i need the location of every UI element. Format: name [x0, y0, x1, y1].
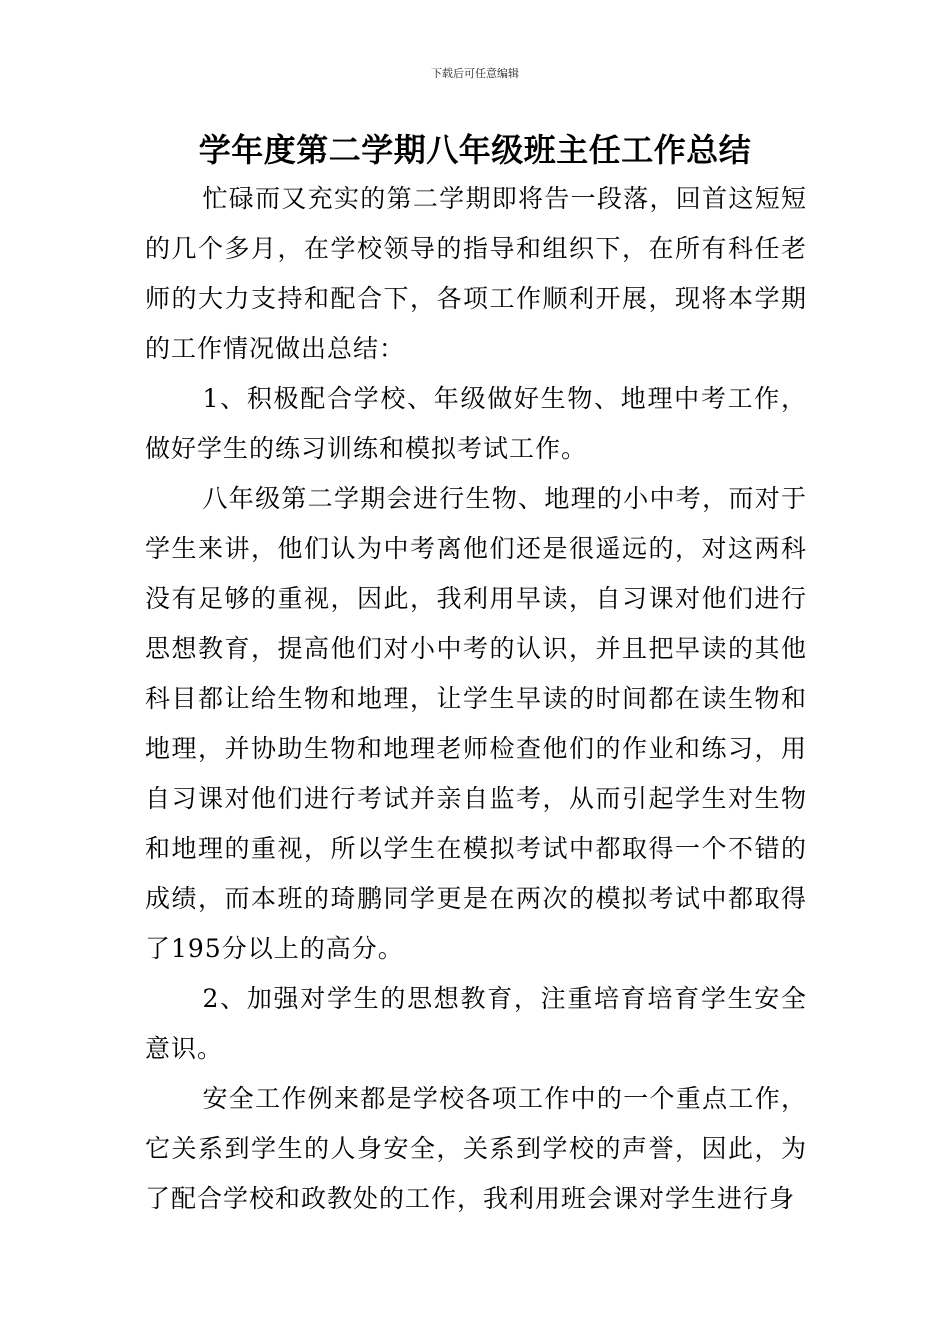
document-title: 学年度第二学期八年级班主任工作总结	[198, 131, 752, 169]
paragraph-intro: 忙碌而又充实的第二学期即将告一段落，回首这短短的几个多月，在学校领导的指导和组织下，在所有科任老师的大力支持和配合下，各项工作顺利开展，现将本学期的工作情况做出总结：	[145, 184, 807, 363]
document-body	[145, 174, 807, 1224]
header-note: 下载后可任意编辑	[431, 67, 519, 80]
paragraph-section-1-body: 八年级第二学期会进行生物、地理的小中考，而对于学生来讲，他们认为中考离他们还是很遥远的，对这两科没有足够的重视，因此，我利用早读，自习课对他们进行思想教育，提高他们对小中考的认识，并且把早读的其他科目都让给生物和地理，让学生早读的时间都在读生物和地理，并协助生物和地理老师检查他们的作业和练习，用自习课对他们进行考试并亲自监考，从而引起学生对生物和地理的重视，所以学生在模拟考试中都取得一个不错的成绩，而本班的琦鹏同学更是在两次的模拟考试中都取得了195分以上的高分。	[145, 484, 807, 963]
paragraph-section-1-heading: 1、积极配合学校、年级做好生物、地理中考工作，做好学生的练习训练和模拟考试工作。	[145, 384, 807, 463]
paragraph-section-2-heading: 2、加强对学生的思想教育，注重培育培育学生安全意识。	[145, 984, 807, 1063]
paragraph-section-2-body: 安全工作例来都是学校各项工作中的一个重点工作，它关系到学生的人身安全，关系到学校的声誉，因此，为了配合学校和政教处的工作，我利用班会课对学生进行身	[145, 1084, 807, 1213]
